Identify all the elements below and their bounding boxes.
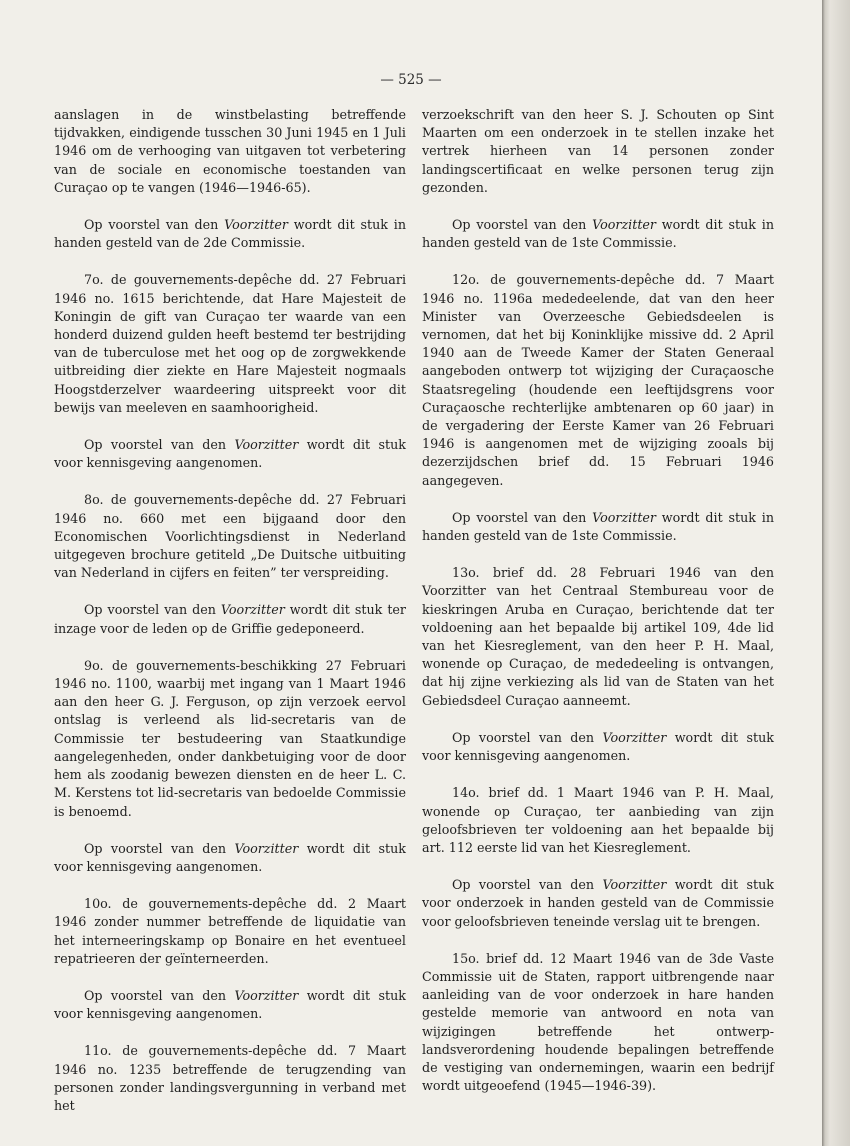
item-paragraph: 9o. de gouvernements-beschikking 27 Februari 1946 no. 1100, waarbij met ingang van 1 Maart 1946 aan den heer G. J. Ferguson, op zijn verzoek eervol ontslag is verleend als lid-secretaris van de Commissie ter bestudeering van Staatkundige aangelegenheden, onder dankbetuiging voor de door hem als zoodanig bewezen diensten en de heer L. C. M. Kerstens tot lid-secretaris van bedoelde Commissie is benoemd.	[54, 657, 406, 819]
left-column	[54, 106, 406, 1134]
motion-text-start: Op voorstel van den	[452, 509, 593, 525]
chairman-word: Voorzitter	[234, 437, 299, 453]
chairman-word: Voorzitter	[602, 729, 667, 745]
motion-paragraph	[54, 601, 406, 637]
chairman-word: Voorzitter	[224, 217, 288, 233]
item-paragraph: 14o. brief dd. 1 Maart 1946 van P. H. Maal, wonende op Curaçao, ter aanbieding van zijn geloofsbrieven ter voldoening aan het bepaalde bij art. 112 eerste lid van het Kiesreglement.	[422, 785, 774, 855]
motion-text-start: Op voorstel van den	[84, 840, 235, 856]
motion-text-end: wordt dit stuk ter inzage voor de leden op de Griffie gedeponeerd.	[54, 602, 406, 636]
item-paragraph: 15o. brief dd. 12 Maart 1946 van de 3de Vaste Commissie uit de Staten, rapport uitbrengende naar aanleiding van de voor onderzoek in hare handen gestelde memorie van antwoord en nota van wijzigingen betreffende het ontwerp-landsverordening houdende bepalingen betreffende de vestiging van ondernemingen, waarin een bedrijf wordt uitgeoefend (1945—1946-39).	[422, 950, 774, 1094]
motion-text-start: Op voorstel van den	[84, 602, 221, 618]
motion-text-start: Op voorstel van den	[452, 217, 593, 233]
motion-text-end: wordt dit stuk in handen gesteld van de 1ste Commissie.	[422, 509, 774, 544]
motion-paragraph	[422, 876, 774, 931]
motion-text-end: wordt dit stuk voor kennisgeving aangenomen.	[422, 729, 774, 764]
motion-text-end: wordt dit stuk voor kennisgeving aangenomen.	[54, 840, 406, 874]
item-paragraph: 13o. brief dd. 28 Februari 1946 van den Voorzitter van het Centraal Stembureau voor de kieskringen Aruba en Curaçao, berichtende dat ter voldoening aan het bepaalde bij artikel 109, 4de lid van het Kiesreglement, van den heer P. H. Maal, wonende op Curaçao, de mededeeling is ontvangen, dat hij zijne verkiezing als lid van de Staten van het Gebiedsdeel Curaçao aanneemt.	[422, 565, 774, 708]
motion-paragraph	[422, 729, 774, 765]
item-paragraph: 8o. de gouvernements-depêche dd. 27 Februari 1946 no. 660 met een bijgaand door den Economischen Voorlichtingsdienst in Nederland uitgegeven brochure getiteld „De Duitsche uitbuiting van Nederland in cijfers en feiten” ter verspreiding.	[54, 492, 406, 581]
motion-text-end: wordt dit stuk in handen gesteld van de 2de Commissie.	[54, 217, 406, 251]
chairman-word: Voorzitter	[592, 217, 656, 233]
motion-text-end: wordt dit stuk in handen gesteld van de 1ste Commissie.	[422, 217, 774, 251]
motion-text-end: wordt dit stuk voor kennisgeving aangenomen.	[54, 437, 406, 471]
motion-paragraph	[422, 509, 774, 545]
item-paragraph: aanslagen in de winstbelasting betreffende tijdvakken, eindigende tusschen 30 Juni 1945 en 1 Juli 1946 om de verhooging van uitgaven tot verbetering van de sociale en economische toestanden van Curaçao op te vangen (1946—1946-65).	[54, 107, 406, 195]
page-edge	[822, 0, 850, 1146]
chairman-word: Voorzitter	[234, 987, 299, 1003]
motion-paragraph	[422, 216, 774, 252]
item-paragraph: verzoekschrift van den heer S. J. Schouten op Sint Maarten om een onderzoek in te stellen inzake het vertrek hierheen van 14 personen zonder landingscertificaat en welke personen terug zijn gezonden.	[422, 107, 774, 195]
motion-text-start: Op voorstel van den	[84, 437, 235, 453]
chairman-word: Voorzitter	[602, 877, 667, 893]
motion-paragraph	[54, 436, 406, 472]
motion-text-end: wordt dit stuk voor kennisgeving aangenomen.	[54, 987, 406, 1022]
item-paragraph: 12o. de gouvernements-depêche dd. 7 Maart 1946 no. 1196a mededeelende, dat van den heer Minister van Overzeesche Gebiedsdeelen is vernomen, dat het bij Koninklijke missive dd. 2 April 1940 aan de Tweede Kamer der Staten Generaal aangeboden ontwerp tot wijziging der Curaçaosche Staatsregeling (houdende een leeftijdsgrens voor Curaçaosche rechterlijke ambtenaren op 60 jaar) in de vergadering der Eerste Kamer van 26 Februari 1946 is aangenomen met de wijziging zooals bij dezerzijdschen brief dd. 15 Februari 1946 aangegeven.	[422, 272, 774, 488]
motion-text-end: wordt dit stuk voor onderzoek in handen gesteld van de Commissie voor geloofsbrieven teneinde verslag uit te brengen.	[422, 877, 774, 929]
chairman-word: Voorzitter	[234, 840, 299, 856]
chairman-word: Voorzitter	[220, 602, 285, 618]
item-paragraph: 10o. de gouvernements-depêche dd. 2 Maart 1946 zonder nummer betreffende de liquidatie van het interneeringskamp op Bonaire en het eventueel repatrieeren der geïnterneerden.	[54, 896, 406, 966]
page-number: — 525 —	[380, 72, 442, 88]
motion-text-start: Op voorstel van den	[452, 877, 603, 893]
chairman-word: Voorzitter	[592, 509, 656, 525]
motion-paragraph	[54, 840, 406, 876]
item-paragraph: 7o. de gouvernements-depêche dd. 27 Februari 1946 no. 1615 berichtende, dat Hare Majesteit de Koningin de gift van Curaçao ter waarde van een honderd duizend gulden heeft bestemd ter bestrijding van de tuberculose met het oog op de zorgwekkende uitbreiding dier ziekte en Hare Majesteit nogmaals Hoogstderzelver waardeering uitspreekt voor dit bewijs van meeleven en saamhoorigheid.	[54, 272, 406, 415]
motion-text-start: Op voorstel van den	[84, 217, 225, 233]
item-paragraph: 11o. de gouvernements-depêche dd. 7 Maart 1946 no. 1235 betreffende de terugzending van personen zonder landingsvergunning in verband met het	[54, 1043, 406, 1113]
motion-paragraph	[54, 216, 406, 252]
right-column	[422, 106, 774, 1114]
motion-text-start: Op voorstel van den	[84, 987, 235, 1003]
motion-paragraph	[54, 987, 406, 1023]
motion-text-start: Op voorstel van den	[452, 729, 603, 745]
